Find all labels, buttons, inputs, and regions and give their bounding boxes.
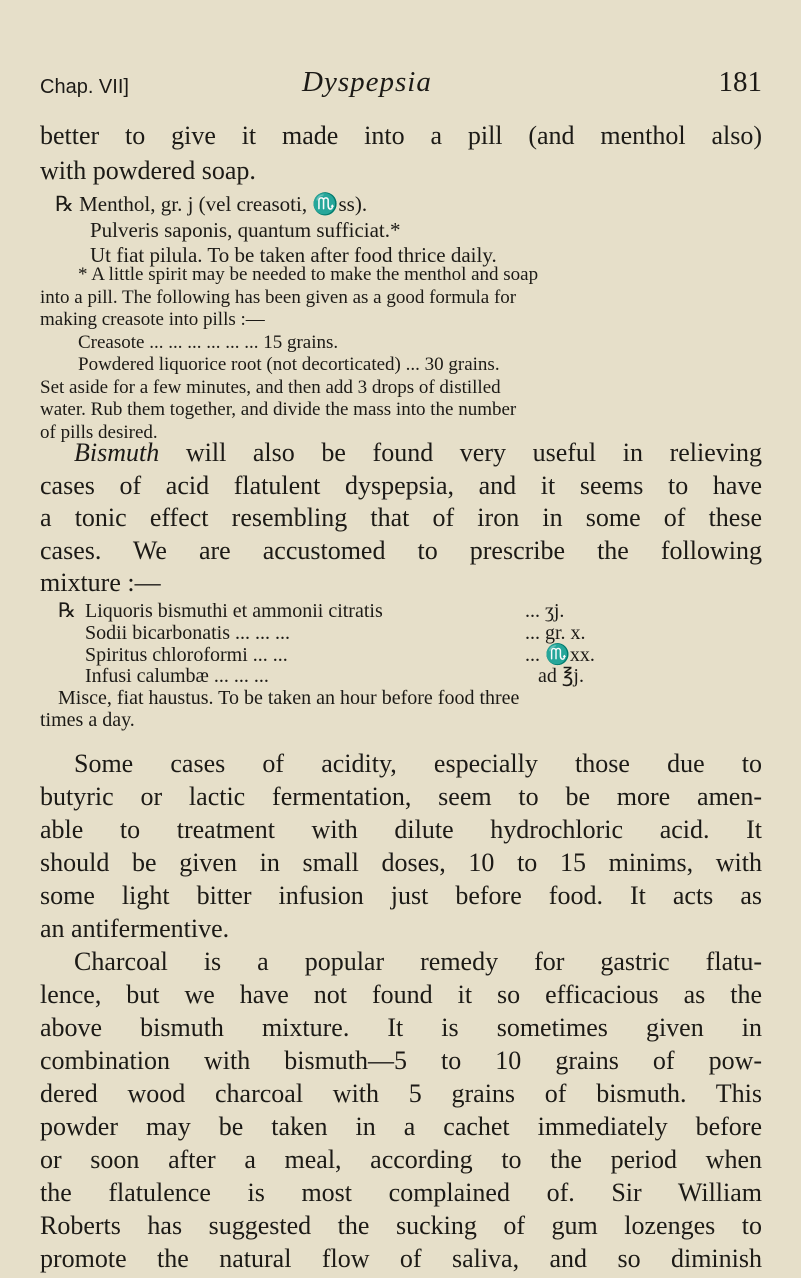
bismuth-paragraph [40,437,762,600]
rx-ingredient: Spiritus chloroformi ... ... [85,643,288,666]
text-line: cases of acid flatulent dyspepsia, and it seems to have [40,470,762,500]
formula-line: Creasote ... ... ... ... ... ... 15 grains. [78,331,339,353]
running-title: Dyspepsia [302,66,432,98]
rx-quantity: ad ℥j. [538,665,584,688]
text-line: cases. We are accustomed to prescribe the following [40,535,762,565]
rx-directions-line: times a day. [40,708,135,731]
text-line: an antifermentive. [40,914,230,943]
bismuth-term: Bismuth [74,438,160,467]
rx-row [40,623,762,645]
footnote-line: * A little spirit may be needed to make the menthol and soap [78,264,539,285]
text-line: Roberts has suggested the sucking of gum lozenges to [40,1211,762,1240]
text-line: powder may be taken in a cachet immediately before [40,1112,762,1141]
formula-line: Powdered liquorice root (not decorticated) ... 30 grains. [78,354,500,375]
rx-quantity: ... gr. x. [525,621,586,644]
running-header [40,60,762,100]
recipe-symbol: ℞ [58,600,76,622]
text-line: some light bitter infusion just before food. It acts as [40,881,762,910]
rx-row [40,666,762,688]
text-line: should be given in small doses, 10 to 15 minims, with [40,848,762,877]
text-line [40,437,762,470]
rx-row [40,601,762,623]
lead-paragraph [40,118,762,188]
footnote-line: Set aside for a few minutes, and then add 3 drops of distilled [40,376,501,398]
text-line: with powdered soap. [40,156,256,185]
text-line: lence, but we have not found it so efficacious as the [40,980,762,1009]
rx-quantity: ... ♏xx. [525,643,595,666]
rx-line: Pulveris saponis, quantum sufficiat.* [90,217,401,242]
book-page [40,0,762,1278]
rx-directions-line: Misce, fiat haustus. To be taken an hour before food three [58,687,520,710]
text-line: a tonic effect resembling that of iron in some of these [40,503,762,532]
footnote-line: of pills desired. [40,421,158,443]
footnote [40,264,538,444]
footnote-line: making creasote into pills :— [40,309,265,330]
page-number: 181 [718,66,762,98]
text-line: mixture :— [40,568,161,597]
rx-line: Ut fiat pilula. To be taken after food thrice daily. [90,243,497,267]
text-line: able to treatment with dilute hydrochloric acid. It [40,815,762,844]
text-line: dered wood charcoal with 5 grains of bismuth. This [40,1079,762,1108]
rx-ingredient: Sodii bicarbonatis ... ... ... [85,621,290,644]
text-line: butyric or lactic fermentation, seem to be more amen- [40,782,762,811]
prescription-menthol [40,192,497,269]
prescription-bismuth [40,601,762,732]
text-line: promote the natural flow of saliva, and so diminish [40,1244,762,1273]
text-line: the flatulence is most complained of. Sir William [40,1178,762,1207]
text-line: Charcoal is a popular remedy for gastric flatu- [74,947,762,976]
footnote-line: into a pill. The following has been given as a good formula for [40,286,517,308]
text-line: or soon after a meal, according to the period when [40,1145,762,1174]
footnote-line: water. Rub them together, and divide the mass into the number [40,399,517,420]
text-line: combination with bismuth—5 to 10 grains of pow- [40,1046,762,1075]
text-line: above bismuth mixture. It is sometimes given in [40,1013,762,1042]
text-line: Some cases of acidity, especially those due to [74,749,762,778]
text-line: better to give it made into a pill (and menthol also) [40,121,762,150]
rx-ingredient: Infusi calumbæ ... ... ... [85,665,269,688]
acidity-charcoal-paragraphs [40,747,762,1275]
text-fragment: will also be found very useful in relieving [159,438,762,467]
rx-row [40,645,762,667]
rx-line: ℞ Menthol, gr. j (vel creasoti, ♏ss). [55,192,368,216]
rx-quantity: ... ʒj. [525,600,565,622]
chapter-label: Chap. VII] [40,76,129,98]
rx-ingredient: Liquoris bismuthi et ammonii citratis [85,600,383,622]
